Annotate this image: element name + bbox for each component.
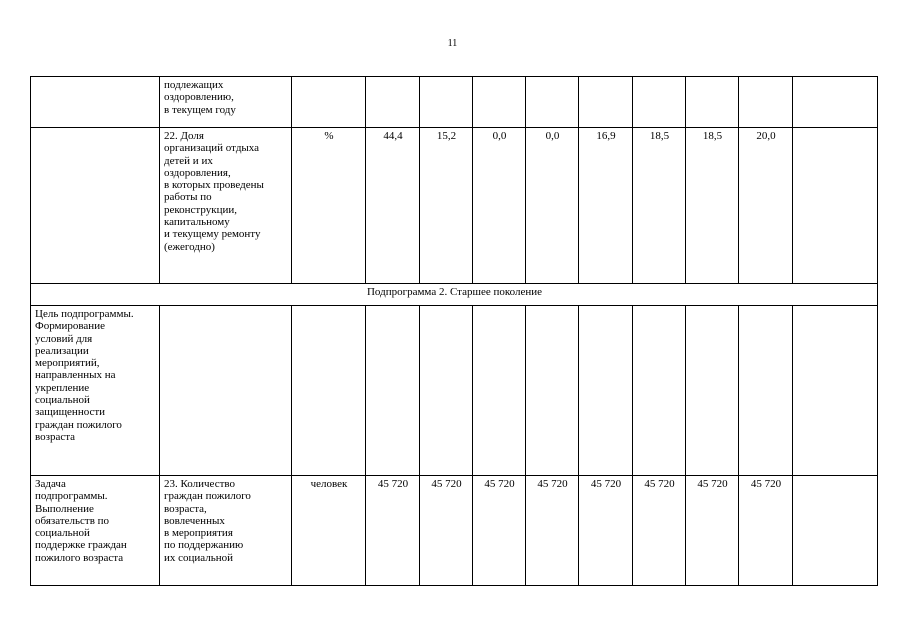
value-cell [420, 306, 473, 476]
value-cell: 18,5 [633, 128, 686, 284]
value-cell [526, 77, 579, 128]
table-row [31, 306, 878, 476]
value-cell: 45 720 [739, 476, 793, 586]
empty-cell [793, 77, 878, 128]
unit-cell: % [292, 128, 366, 284]
value-cell [633, 306, 686, 476]
unit-cell [292, 77, 366, 128]
value-cell [579, 77, 633, 128]
value-cell: 20,0 [739, 128, 793, 284]
value-cell [366, 306, 420, 476]
empty-cell [793, 128, 878, 284]
value-cell [473, 306, 526, 476]
table-row [31, 77, 878, 128]
indicators-table [30, 76, 878, 586]
value-cell [739, 77, 793, 128]
goal-cell [31, 77, 160, 128]
value-cell: 45 720 [579, 476, 633, 586]
value-cell: 45 720 [420, 476, 473, 586]
value-cell [633, 77, 686, 128]
value-cell [579, 306, 633, 476]
value-cell: 45 720 [366, 476, 420, 586]
goal-cell [31, 128, 160, 284]
value-cell [420, 77, 473, 128]
value-cell [473, 77, 526, 128]
section-title: Подпрограмма 2. Старшее поколение [31, 284, 878, 306]
value-cell: 15,2 [420, 128, 473, 284]
table-row [31, 128, 878, 284]
value-cell: 44,4 [366, 128, 420, 284]
table-row [31, 476, 878, 586]
empty-cell [793, 306, 878, 476]
value-cell: 45 720 [473, 476, 526, 586]
value-cell: 16,9 [579, 128, 633, 284]
value-cell [739, 306, 793, 476]
value-cell: 0,0 [526, 128, 579, 284]
value-cell [366, 77, 420, 128]
unit-cell: человек [292, 476, 366, 586]
value-cell [686, 306, 739, 476]
indicator-cell: 22. Доля организаций отдыха детей и их оздоровления, в которых проведены работы по реконструкции, капитальному и текущему ремонту (ежегодно) [160, 128, 292, 284]
indicator-cell: подлежащих оздоровлению, в текущем году [160, 77, 292, 128]
page-number: 11 [447, 38, 458, 49]
value-cell: 45 720 [633, 476, 686, 586]
empty-cell [793, 476, 878, 586]
indicator-cell: 23. Количество граждан пожилого возраста, вовлеченных в мероприятия по поддержанию их социальной [160, 476, 292, 586]
unit-cell [292, 306, 366, 476]
value-cell [686, 77, 739, 128]
value-cell [526, 306, 579, 476]
section-row [31, 284, 878, 306]
goal-cell: Задача подпрограммы. Выполнение обязательств по социальной поддержке граждан пожилого возраста [31, 476, 160, 586]
value-cell: 0,0 [473, 128, 526, 284]
indicator-cell [160, 306, 292, 476]
goal-cell: Цель подпрограммы. Формирование условий для реализации мероприятий, направленных на укрепление социальной защищенности граждан пожилого возраста [31, 306, 160, 476]
value-cell: 18,5 [686, 128, 739, 284]
value-cell: 45 720 [526, 476, 579, 586]
value-cell: 45 720 [686, 476, 739, 586]
